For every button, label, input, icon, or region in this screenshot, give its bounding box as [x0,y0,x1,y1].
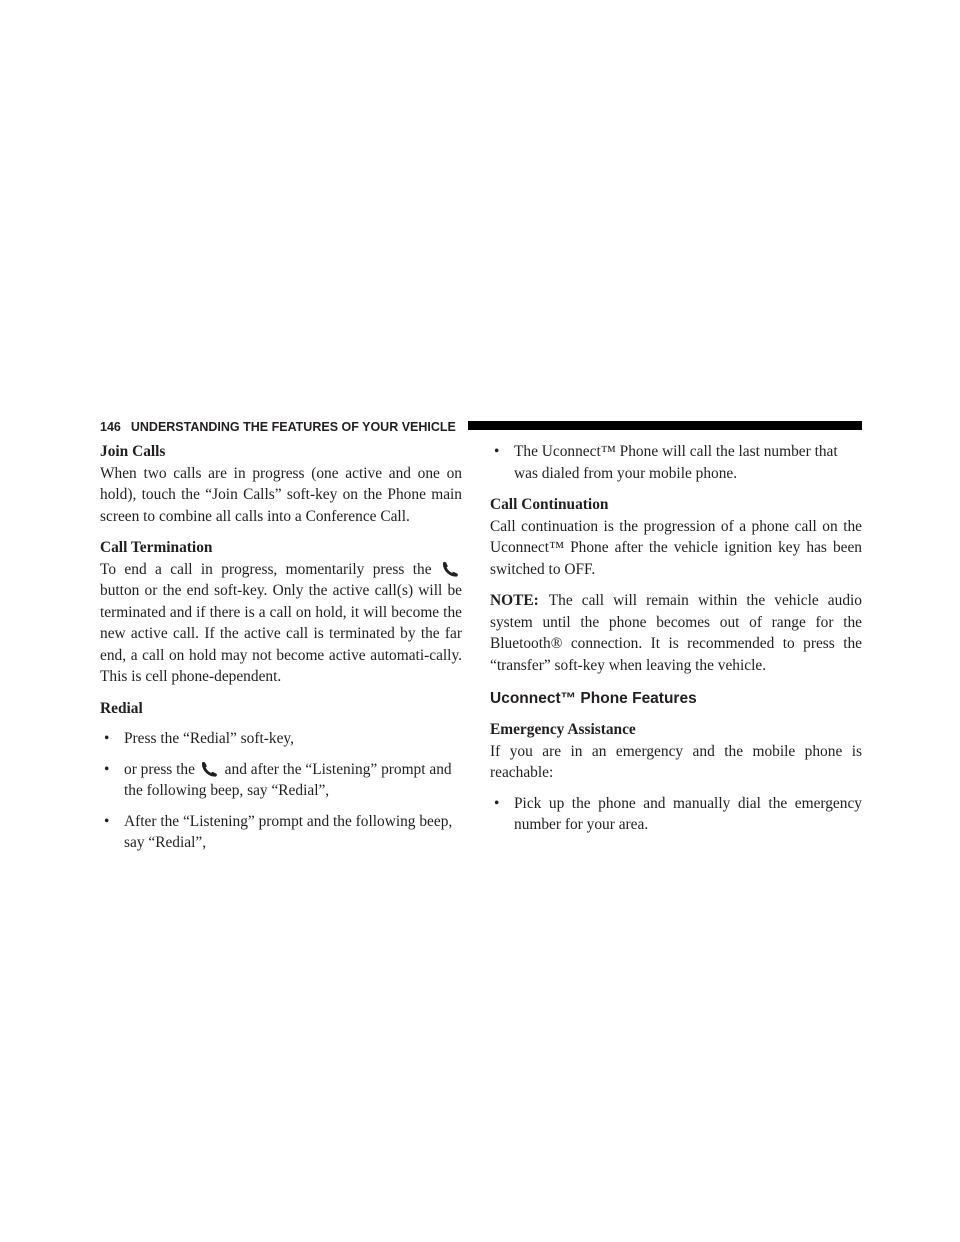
redial-bullet-3: After the “Listening” prompt and the following beep, say “Redial”, [124,812,453,851]
call-continuation-heading: Call Continuation [490,496,609,513]
chapter-title: UNDERSTANDING THE FEATURES OF YOUR VEHICLE [130,420,456,434]
page-number: 146 [100,420,121,434]
redial-bullet-2-a: or press the [124,760,195,778]
call-termination-text-a: To end a call in progress, momentarily press the [100,560,432,578]
join-calls-body: When two calls are in progress (one active and one on hold), touch the “Join Calls” soft-key on the Phone main screen to combine all calls into a Conference Call. [100,464,462,525]
call-termination-body [100,559,462,688]
call-termination-heading: Call Termination [100,539,213,556]
list-item [100,728,462,750]
join-calls-heading: Join Calls [100,443,166,460]
redial-bullet-2-b: and after the “Listening” prompt and the following beep, say “Redial”, [124,760,452,799]
bullet-glyph: • [104,730,110,747]
redial-heading: Redial [100,699,143,717]
list-item [100,811,462,854]
emergency-body: If you are in an emergency and the mobile phone is reachable: [490,742,862,781]
left-column [100,441,462,854]
redial-bullet-1: Press the “Redial” soft-key, [124,730,294,747]
list-item [490,793,862,836]
bullet-glyph: • [104,812,110,830]
bullet-glyph: • [494,794,500,812]
phone-handset-icon [440,561,462,575]
header-rule [468,421,862,430]
list-item [100,759,462,802]
bullet-glyph: • [494,443,500,460]
features-heading: Uconnect™ Phone Features [490,690,697,707]
emergency-heading: Emergency Assistance [490,721,636,738]
redial-bullet-4: The Uconnect™ Phone will call the last number that was dialed from your mobile phone. [514,443,838,482]
note-label: NOTE: [490,592,539,609]
phone-handset-icon [199,761,221,775]
page-header [100,419,862,435]
right-column [490,441,862,836]
note-body: The call will remain within the vehicle audio system until the phone becomes out of range for the Bluetooth® connection. It is recommended to press the “transfer” soft-key when leaving the vehicle. [490,592,862,674]
bullet-glyph: • [104,760,110,778]
list-item [490,441,862,484]
call-continuation-body: Call continuation is the progression of a phone call on the Uconnect™ Phone after the vehicle ignition key has been switched to OFF. [490,517,862,578]
note-paragraph [490,590,862,676]
emergency-bullet: Pick up the phone and manually dial the emergency number for your area. [514,794,862,833]
call-termination-text-b: button or the end soft-key. Only the active call(s) will be terminated and if there is a call on hold, it will become the new active call. If the active call is terminated by the far end, a call on hold may not become active automati-cally. This is cell phone-dependent. [100,582,462,685]
